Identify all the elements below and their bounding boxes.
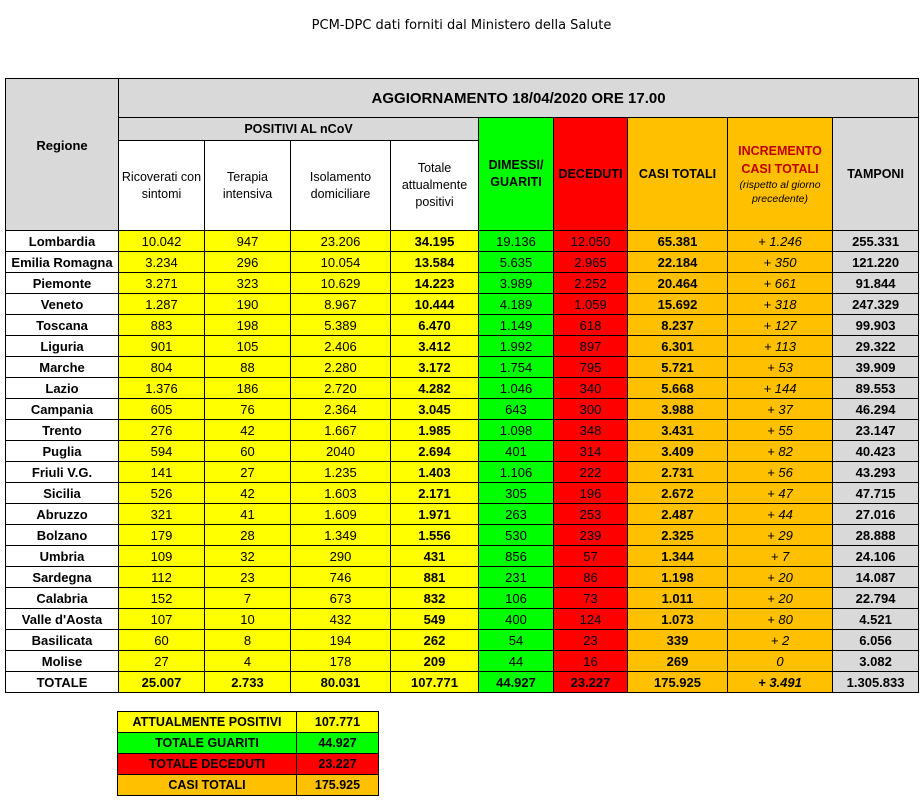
- header-casi-totali: CASI TOTALI: [628, 118, 728, 231]
- cell-terapia: 4: [205, 651, 291, 672]
- cell-casi: 2.487: [628, 504, 728, 525]
- cell-isolamento: 2040: [291, 441, 391, 462]
- cell-tamponi: 255.331: [833, 231, 919, 252]
- cell-casi: 20.464: [628, 273, 728, 294]
- cell-tamponi: 23.147: [833, 420, 919, 441]
- cell-ricoverati: 1.376: [119, 378, 205, 399]
- cell-dimessi: 1.149: [479, 315, 554, 336]
- table-row: [6, 588, 919, 609]
- cell-casi: 2.325: [628, 525, 728, 546]
- cell-isolamento: 1.349: [291, 525, 391, 546]
- cell-incremento: + 29: [728, 525, 833, 546]
- cell-ricoverati: 107: [119, 609, 205, 630]
- cell-deceduti: 57: [554, 546, 628, 567]
- cell-ricoverati: 321: [119, 504, 205, 525]
- cell-terapia: 947: [205, 231, 291, 252]
- cell-casi: 3.988: [628, 399, 728, 420]
- cell-isolamento: 290: [291, 546, 391, 567]
- table-row: [6, 294, 919, 315]
- cell-terapia: 60: [205, 441, 291, 462]
- cell-tamponi: 247.329: [833, 294, 919, 315]
- table-row: [6, 315, 919, 336]
- cell-regione: Puglia: [6, 441, 119, 462]
- total-positivi: 107.771: [391, 672, 479, 693]
- page-caption: PCM-DPC dati forniti dal Ministero della Salute: [311, 18, 612, 33]
- cell-totale: 34.195: [391, 231, 479, 252]
- cell-ricoverati: 594: [119, 441, 205, 462]
- table-row: [6, 357, 919, 378]
- cell-tamponi: 6.056: [833, 630, 919, 651]
- cell-deceduti: 86: [554, 567, 628, 588]
- cell-dimessi: 263: [479, 504, 554, 525]
- cell-isolamento: 194: [291, 630, 391, 651]
- cell-casi: 5.721: [628, 357, 728, 378]
- table-row: [6, 420, 919, 441]
- table-row: [6, 609, 919, 630]
- cell-casi: 22.184: [628, 252, 728, 273]
- cell-terapia: 7: [205, 588, 291, 609]
- cell-isolamento: 178: [291, 651, 391, 672]
- cell-totale: 13.584: [391, 252, 479, 273]
- cell-tamponi: 4.521: [833, 609, 919, 630]
- cell-ricoverati: 10.042: [119, 231, 205, 252]
- cell-tamponi: 24.106: [833, 546, 919, 567]
- cell-dimessi: 856: [479, 546, 554, 567]
- cell-dimessi: 401: [479, 441, 554, 462]
- cell-regione: Emilia Romagna: [6, 252, 119, 273]
- cell-casi: 6.301: [628, 336, 728, 357]
- cell-isolamento: 1.609: [291, 504, 391, 525]
- cell-dimessi: 530: [479, 525, 554, 546]
- cell-terapia: 42: [205, 483, 291, 504]
- header-isolamento: Isolamento domiciliare: [291, 141, 391, 231]
- cell-deceduti: 795: [554, 357, 628, 378]
- cell-incremento: + 1.246: [728, 231, 833, 252]
- cell-terapia: 28: [205, 525, 291, 546]
- cell-deceduti: 897: [554, 336, 628, 357]
- cell-isolamento: 673: [291, 588, 391, 609]
- header-tamponi: TAMPONI: [833, 118, 919, 231]
- summary-value: 175.925: [297, 775, 379, 796]
- cell-regione: Basilicata: [6, 630, 119, 651]
- cell-isolamento: 1.603: [291, 483, 391, 504]
- cell-incremento: + 350: [728, 252, 833, 273]
- cell-tamponi: 46.294: [833, 399, 919, 420]
- total-terapia: 2.733: [205, 672, 291, 693]
- summary-row: [118, 733, 379, 754]
- cell-isolamento: 5.389: [291, 315, 391, 336]
- cell-incremento: + 56: [728, 462, 833, 483]
- table-row: [6, 378, 919, 399]
- cell-tamponi: 121.220: [833, 252, 919, 273]
- cell-totale: 549: [391, 609, 479, 630]
- cell-regione: Sicilia: [6, 483, 119, 504]
- cell-isolamento: 10.629: [291, 273, 391, 294]
- cell-deceduti: 618: [554, 315, 628, 336]
- cell-regione: Lazio: [6, 378, 119, 399]
- cell-isolamento: 2.280: [291, 357, 391, 378]
- cell-incremento: + 55: [728, 420, 833, 441]
- cell-dimessi: 19.136: [479, 231, 554, 252]
- cell-deceduti: 196: [554, 483, 628, 504]
- summary-value: 44.927: [297, 733, 379, 754]
- cell-totale: 1.403: [391, 462, 479, 483]
- cell-deceduti: 124: [554, 609, 628, 630]
- cell-regione: Lombardia: [6, 231, 119, 252]
- table-row: [6, 252, 919, 273]
- header-incremento: [728, 118, 833, 231]
- summary-label: TOTALE GUARITI: [118, 733, 297, 754]
- incremento-title: INCREMENTO CASI TOTALI: [738, 143, 822, 176]
- cell-regione: Bolzano: [6, 525, 119, 546]
- table-row: [6, 231, 919, 252]
- cell-deceduti: 1.059: [554, 294, 628, 315]
- cell-isolamento: 1.667: [291, 420, 391, 441]
- header-dimessi: DIMESSI/ GUARITI: [479, 118, 554, 231]
- cell-totale: 14.223: [391, 273, 479, 294]
- cell-tamponi: 14.087: [833, 567, 919, 588]
- cell-ricoverati: 27: [119, 651, 205, 672]
- header-deceduti: DECEDUTI: [554, 118, 628, 231]
- summary-row: [118, 775, 379, 796]
- table-row: [6, 483, 919, 504]
- table-row: [6, 546, 919, 567]
- cell-dimessi: 44: [479, 651, 554, 672]
- cell-ricoverati: 1.287: [119, 294, 205, 315]
- cell-ricoverati: 179: [119, 525, 205, 546]
- cell-deceduti: 2.252: [554, 273, 628, 294]
- cell-incremento: + 144: [728, 378, 833, 399]
- cell-incremento: + 80: [728, 609, 833, 630]
- cell-ricoverati: 3.271: [119, 273, 205, 294]
- cell-incremento: + 53: [728, 357, 833, 378]
- cell-incremento: + 20: [728, 567, 833, 588]
- cell-terapia: 198: [205, 315, 291, 336]
- cell-casi: 5.668: [628, 378, 728, 399]
- cell-regione: Veneto: [6, 294, 119, 315]
- cell-terapia: 296: [205, 252, 291, 273]
- cell-terapia: 23: [205, 567, 291, 588]
- header-terapia: Terapia intensiva: [205, 141, 291, 231]
- cell-terapia: 76: [205, 399, 291, 420]
- cell-isolamento: 746: [291, 567, 391, 588]
- cell-ricoverati: 901: [119, 336, 205, 357]
- cell-incremento: + 47: [728, 483, 833, 504]
- cell-isolamento: 1.235: [291, 462, 391, 483]
- cell-isolamento: 23.206: [291, 231, 391, 252]
- cell-regione: Piemonte: [6, 273, 119, 294]
- cell-ricoverati: 152: [119, 588, 205, 609]
- cell-casi: 3.431: [628, 420, 728, 441]
- cell-casi: 2.731: [628, 462, 728, 483]
- total-dimessi: 44.927: [479, 672, 554, 693]
- cell-totale: 881: [391, 567, 479, 588]
- cell-casi: 65.381: [628, 231, 728, 252]
- summary-row: [118, 712, 379, 733]
- cell-dimessi: 231: [479, 567, 554, 588]
- cell-regione: Toscana: [6, 315, 119, 336]
- cell-dimessi: 1.106: [479, 462, 554, 483]
- cell-regione: Friuli V.G.: [6, 462, 119, 483]
- cell-dimessi: 1.046: [479, 378, 554, 399]
- cell-regione: Liguria: [6, 336, 119, 357]
- cell-totale: 3.172: [391, 357, 479, 378]
- cell-deceduti: 12.050: [554, 231, 628, 252]
- summary-label: CASI TOTALI: [118, 775, 297, 796]
- cell-totale: 1.971: [391, 504, 479, 525]
- cell-regione: Marche: [6, 357, 119, 378]
- cell-dimessi: 643: [479, 399, 554, 420]
- header-positivi-group: POSITIVI AL nCoV: [119, 118, 479, 141]
- cell-totale: 3.045: [391, 399, 479, 420]
- summary-value: 107.771: [297, 712, 379, 733]
- cell-casi: 1.344: [628, 546, 728, 567]
- table-body: [6, 231, 919, 672]
- cell-terapia: 105: [205, 336, 291, 357]
- cell-dimessi: 54: [479, 630, 554, 651]
- table-row: [6, 651, 919, 672]
- cell-incremento: + 661: [728, 273, 833, 294]
- cell-regione: Calabria: [6, 588, 119, 609]
- summary-label: TOTALE DECEDUTI: [118, 754, 297, 775]
- table-row: [6, 273, 919, 294]
- total-ricoverati: 25.007: [119, 672, 205, 693]
- table-row: [6, 525, 919, 546]
- cell-incremento: + 2: [728, 630, 833, 651]
- cell-ricoverati: 883: [119, 315, 205, 336]
- header-totale-positivi: Totale attualmente positivi: [391, 141, 479, 231]
- cell-dimessi: 4.189: [479, 294, 554, 315]
- table-row: [6, 630, 919, 651]
- cell-terapia: 41: [205, 504, 291, 525]
- cell-dimessi: 5.635: [479, 252, 554, 273]
- cell-totale: 2.171: [391, 483, 479, 504]
- cell-regione: Valle d'Aosta: [6, 609, 119, 630]
- cell-casi: 15.692: [628, 294, 728, 315]
- cell-tamponi: 99.903: [833, 315, 919, 336]
- cell-totale: 431: [391, 546, 479, 567]
- cell-terapia: 190: [205, 294, 291, 315]
- cell-deceduti: 23: [554, 630, 628, 651]
- covid-regional-table: [5, 78, 919, 693]
- total-casi: 175.925: [628, 672, 728, 693]
- cell-incremento: 0: [728, 651, 833, 672]
- cell-regione: Sardegna: [6, 567, 119, 588]
- cell-regione: Campania: [6, 399, 119, 420]
- cell-dimessi: 305: [479, 483, 554, 504]
- cell-tamponi: 43.293: [833, 462, 919, 483]
- total-label: TOTALE: [6, 672, 119, 693]
- header-update: AGGIORNAMENTO 18/04/2020 ORE 17.00: [119, 79, 919, 118]
- cell-isolamento: 2.720: [291, 378, 391, 399]
- cell-casi: 1.198: [628, 567, 728, 588]
- cell-incremento: + 127: [728, 315, 833, 336]
- cell-totale: 3.412: [391, 336, 479, 357]
- cell-casi: 1.073: [628, 609, 728, 630]
- cell-casi: 8.237: [628, 315, 728, 336]
- cell-ricoverati: 276: [119, 420, 205, 441]
- table-row: [6, 567, 919, 588]
- cell-incremento: + 82: [728, 441, 833, 462]
- cell-incremento: + 113: [728, 336, 833, 357]
- cell-terapia: 186: [205, 378, 291, 399]
- cell-dimessi: 400: [479, 609, 554, 630]
- cell-regione: Umbria: [6, 546, 119, 567]
- cell-totale: 209: [391, 651, 479, 672]
- header-regione: Regione: [6, 79, 119, 231]
- cell-terapia: 42: [205, 420, 291, 441]
- cell-casi: 269: [628, 651, 728, 672]
- cell-ricoverati: 605: [119, 399, 205, 420]
- cell-isolamento: 8.967: [291, 294, 391, 315]
- cell-ricoverati: 3.234: [119, 252, 205, 273]
- cell-incremento: + 37: [728, 399, 833, 420]
- cell-deceduti: 300: [554, 399, 628, 420]
- cell-totale: 10.444: [391, 294, 479, 315]
- cell-totale: 262: [391, 630, 479, 651]
- cell-totale: 6.470: [391, 315, 479, 336]
- cell-isolamento: 2.364: [291, 399, 391, 420]
- total-isolamento: 80.031: [291, 672, 391, 693]
- cell-tamponi: 3.082: [833, 651, 919, 672]
- cell-casi: 1.011: [628, 588, 728, 609]
- incremento-note: (rispetto al giorno precedente): [739, 178, 821, 206]
- cell-incremento: + 20: [728, 588, 833, 609]
- cell-deceduti: 16: [554, 651, 628, 672]
- table-row: [6, 504, 919, 525]
- cell-casi: 3.409: [628, 441, 728, 462]
- cell-ricoverati: 112: [119, 567, 205, 588]
- cell-totale: 1.556: [391, 525, 479, 546]
- cell-casi: 2.672: [628, 483, 728, 504]
- cell-deceduti: 73: [554, 588, 628, 609]
- summary-table: [117, 711, 379, 796]
- cell-deceduti: 239: [554, 525, 628, 546]
- table-row: [6, 462, 919, 483]
- table-row: [6, 399, 919, 420]
- cell-terapia: 27: [205, 462, 291, 483]
- cell-dimessi: 106: [479, 588, 554, 609]
- header-ricoverati: Ricoverati con sintomi: [119, 141, 205, 231]
- cell-terapia: 8: [205, 630, 291, 651]
- cell-dimessi: 1.754: [479, 357, 554, 378]
- cell-incremento: + 318: [728, 294, 833, 315]
- cell-ricoverati: 141: [119, 462, 205, 483]
- cell-isolamento: 432: [291, 609, 391, 630]
- cell-totale: 4.282: [391, 378, 479, 399]
- cell-tamponi: 22.794: [833, 588, 919, 609]
- cell-terapia: 88: [205, 357, 291, 378]
- cell-terapia: 10: [205, 609, 291, 630]
- cell-isolamento: 2.406: [291, 336, 391, 357]
- summary-label: ATTUALMENTE POSITIVI: [118, 712, 297, 733]
- cell-incremento: + 44: [728, 504, 833, 525]
- cell-regione: Trento: [6, 420, 119, 441]
- cell-tamponi: 39.909: [833, 357, 919, 378]
- summary-value: 23.227: [297, 754, 379, 775]
- cell-tamponi: 47.715: [833, 483, 919, 504]
- cell-deceduti: 222: [554, 462, 628, 483]
- cell-casi: 339: [628, 630, 728, 651]
- total-incremento: + 3.491: [728, 672, 833, 693]
- total-row: [6, 672, 919, 693]
- cell-deceduti: 253: [554, 504, 628, 525]
- cell-dimessi: 3.989: [479, 273, 554, 294]
- cell-ricoverati: 804: [119, 357, 205, 378]
- cell-tamponi: 91.844: [833, 273, 919, 294]
- cell-tamponi: 89.553: [833, 378, 919, 399]
- cell-tamponi: 29.322: [833, 336, 919, 357]
- cell-terapia: 323: [205, 273, 291, 294]
- cell-totale: 832: [391, 588, 479, 609]
- table-row: [6, 336, 919, 357]
- cell-totale: 2.694: [391, 441, 479, 462]
- cell-deceduti: 2.965: [554, 252, 628, 273]
- cell-regione: Molise: [6, 651, 119, 672]
- cell-ricoverati: 60: [119, 630, 205, 651]
- cell-incremento: + 7: [728, 546, 833, 567]
- cell-deceduti: 340: [554, 378, 628, 399]
- table-row: [6, 441, 919, 462]
- cell-deceduti: 314: [554, 441, 628, 462]
- cell-ricoverati: 526: [119, 483, 205, 504]
- cell-dimessi: 1.992: [479, 336, 554, 357]
- cell-regione: Abruzzo: [6, 504, 119, 525]
- summary-row: [118, 754, 379, 775]
- cell-isolamento: 10.054: [291, 252, 391, 273]
- cell-tamponi: 28.888: [833, 525, 919, 546]
- cell-dimessi: 1.098: [479, 420, 554, 441]
- total-deceduti: 23.227: [554, 672, 628, 693]
- cell-tamponi: 27.016: [833, 504, 919, 525]
- cell-ricoverati: 109: [119, 546, 205, 567]
- total-tamponi: 1.305.833: [833, 672, 919, 693]
- cell-tamponi: 40.423: [833, 441, 919, 462]
- cell-terapia: 32: [205, 546, 291, 567]
- cell-deceduti: 348: [554, 420, 628, 441]
- cell-totale: 1.985: [391, 420, 479, 441]
